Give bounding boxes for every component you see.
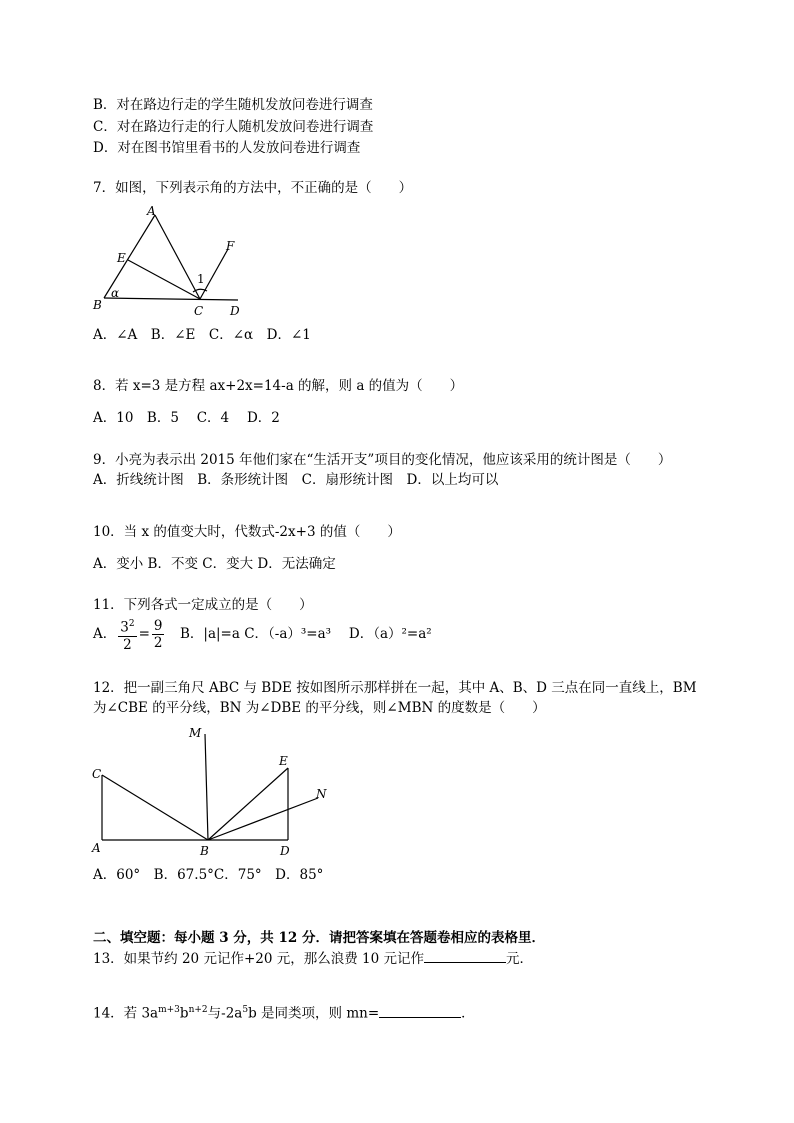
q11-frac-right-den: 2 bbox=[153, 634, 163, 651]
q12-figure bbox=[90, 722, 340, 862]
q10-stem: 10．当 x 的值变大时，代数式-2x+3 的值（ ） bbox=[93, 524, 401, 540]
q11-frac-left-exp: 2 bbox=[128, 619, 135, 629]
q8-stem: 8．若 x=3 是方程 ax+2x=14-a 的解，则 a 的值为（ ） bbox=[93, 378, 464, 394]
q11-fraction-left bbox=[118, 616, 136, 653]
q14-mid1: b bbox=[179, 1005, 189, 1022]
q14-prefix: 14．若 3a bbox=[93, 1005, 159, 1022]
q6-option-c: C．对在路边行走的行人随机发放问卷进行调查 bbox=[93, 119, 374, 135]
q13-line bbox=[93, 950, 533, 968]
q11-fraction-right bbox=[152, 618, 165, 651]
q6-option-d: D．对在图书馆里看书的人发放问卷进行调查 bbox=[93, 140, 361, 156]
q9-stem: 9．小亮为表示出 2015 年他们家在“生活开支”项目的变化情况，他应该采用的统计图是（ ） bbox=[93, 452, 672, 468]
q13-answer-blank[interactable] bbox=[424, 950, 506, 963]
q11-frac-left-num: 3 bbox=[120, 619, 129, 636]
q7-label-a: A bbox=[147, 204, 156, 218]
q14-tail: ． bbox=[461, 1005, 475, 1022]
q6-option-b: B．对在路边行走的学生随机发放问卷进行调查 bbox=[93, 97, 373, 113]
q12-label-n: N bbox=[316, 787, 327, 801]
q14-mid3: b 是同类项，则 mn= bbox=[248, 1005, 380, 1022]
q7-label-b: B bbox=[93, 298, 102, 312]
q11-stem: 11．下列各式一定成立的是（ ） bbox=[93, 597, 313, 613]
q11-options bbox=[93, 616, 432, 653]
q7-label-e: E bbox=[117, 251, 126, 265]
q10-options: A．变小 B．不变 C．变大 D．无法确定 bbox=[93, 556, 336, 572]
q12-label-e: E bbox=[279, 754, 288, 768]
q7-label-d: D bbox=[230, 304, 240, 318]
q11-options-rest: B．|a|=a C．（-a）³=a³ D．（a）²=a² bbox=[166, 625, 432, 642]
q11-equals: = bbox=[138, 625, 150, 642]
q11-frac-left-den: 2 bbox=[123, 636, 132, 653]
q14-answer-blank[interactable] bbox=[379, 1005, 461, 1018]
q7-label-alpha: α bbox=[111, 286, 120, 300]
q7-label-c: C bbox=[194, 304, 204, 318]
q11-option-a-prefix: A． bbox=[93, 625, 117, 642]
q12-label-c: C bbox=[92, 767, 102, 781]
q14-exp3: 5 bbox=[242, 1005, 249, 1015]
q14-exp1: m+3 bbox=[158, 1005, 180, 1015]
q14-line bbox=[93, 1001, 475, 1023]
q7-stem: 7．如图，下列表示角的方法中，不正确的是（ ） bbox=[93, 180, 413, 196]
q12-label-m: M bbox=[189, 726, 202, 740]
q7-label-f: F bbox=[226, 239, 235, 253]
q12-stem-line1: 12．把一副三角尺 ABC 与 BDE 按如图所示那样拼在一起，其中 A、B、D 三点在同一直线上，BM bbox=[93, 680, 697, 696]
q13-text: 13．如果节约 20 元记作+20 元，那么浪费 10 元记作 bbox=[93, 951, 424, 967]
q9-options: A．折线统计图 B．条形统计图 C．扇形统计图 D．以上均可以 bbox=[93, 472, 499, 488]
q12-label-b: B bbox=[200, 844, 209, 858]
q13-tail: 元． bbox=[505, 951, 533, 967]
q8-options: A．10 B．5 C．4 D．2 bbox=[93, 410, 280, 426]
section2-title: 二、填空题：每小题 3 分，共 12 分．请把答案填在答题卷相应的表格里． bbox=[93, 930, 545, 946]
q7-label-1: 1 bbox=[197, 272, 205, 286]
q12-label-d: D bbox=[280, 844, 290, 858]
q12-stem-line2: 为∠CBE 的平分线，BN 为∠DBE 的平分线，则∠MBN 的度数是（ ） bbox=[93, 700, 546, 716]
q7-options: A．∠A B．∠E C．∠α D．∠1 bbox=[93, 327, 311, 343]
q11-frac-right-num: 9 bbox=[153, 617, 163, 634]
q12-options: A．60° B．67.5°C．75° D．85° bbox=[93, 867, 324, 883]
q14-exp2: n+2 bbox=[188, 1005, 208, 1015]
q7-figure bbox=[90, 203, 250, 318]
q14-mid2: 与-2a bbox=[207, 1005, 243, 1022]
q12-label-a: A bbox=[92, 841, 101, 855]
